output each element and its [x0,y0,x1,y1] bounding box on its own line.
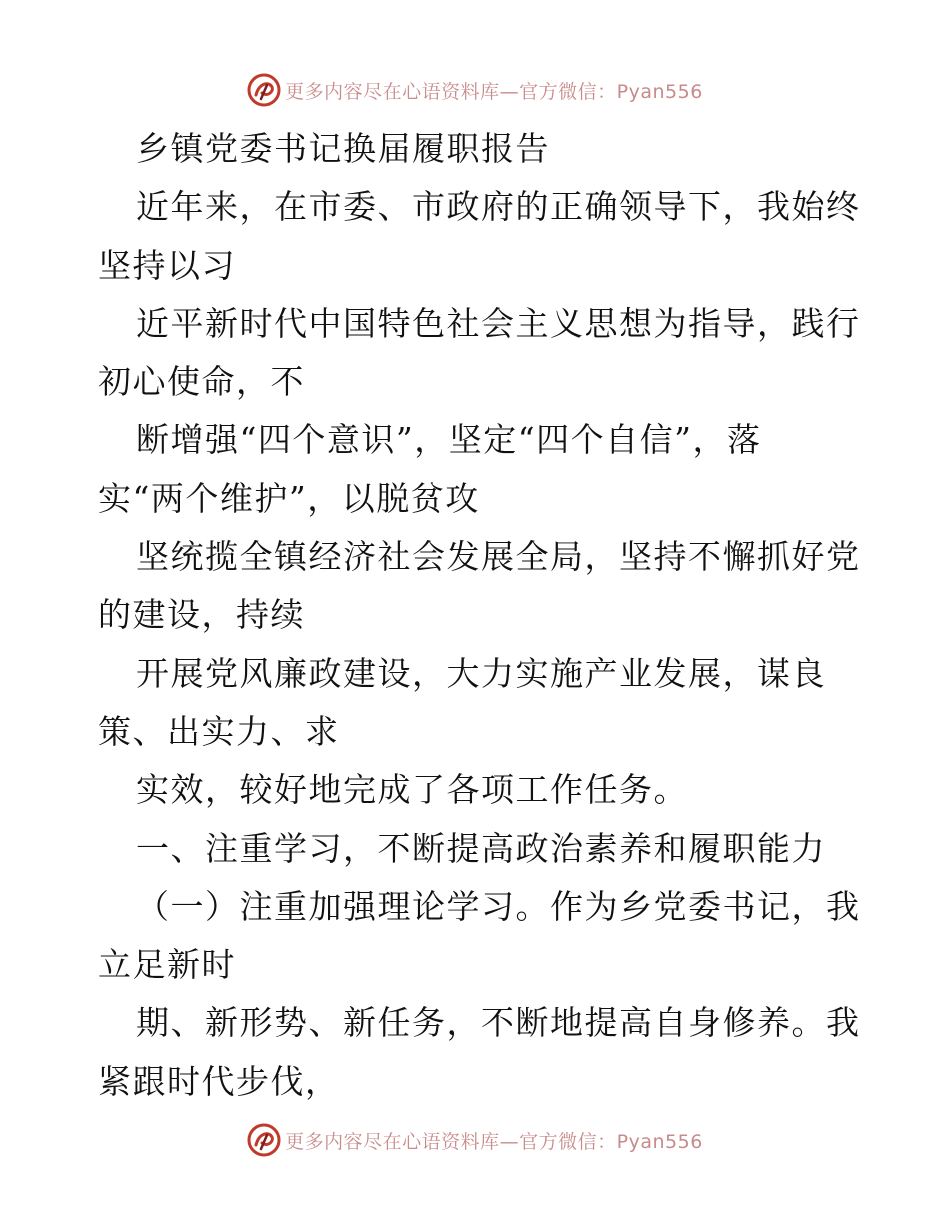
paragraph-line: 实“两个维护”，以脱贫攻 [98,478,480,518]
paragraph-line: 开展党风廉政建设，大力实施产业发展，谋良 [136,653,826,693]
paragraph-line: 坚持以习 [98,245,236,285]
subsection-line: （一）注重加强理论学习。作为乡党委书记，我 [136,886,861,926]
paragraph-line: 策、出实力、求 [98,711,340,751]
paragraph-line: 立足新时 [98,945,236,985]
paragraph-line: 的建设，持续 [98,595,305,635]
paragraph-line: 初心使命，不 [98,362,305,402]
watermark-header [0,70,950,110]
paragraph-line: 断增强“四个意识”，坚定“四个自信”，落 [136,420,762,460]
watermark-text: 更多内容尽在心语资料库—官方微信：Pyan556 [285,1130,703,1153]
document-body [98,120,861,1111]
document-title: 乡镇党委书记换届履职报告 [136,129,550,168]
section-heading: 一、注重学习，不断提高政治素养和履职能力 [136,828,826,868]
watermark-footer [0,1120,950,1160]
swirl-logo-icon [247,1123,281,1157]
paragraph-line: 坚统揽全镇经济社会发展全局，坚持不懈抓好党 [136,537,861,577]
paragraph-line: 近年来，在市委、市政府的正确领导下，我始终 [136,187,861,227]
swirl-logo-icon [247,73,281,107]
paragraph-line: 期、新形势、新任务，不断地提高自身修养。我 [136,1003,861,1043]
watermark-text: 更多内容尽在心语资料库—官方微信：Pyan556 [285,80,703,103]
paragraph-line: 紧跟时代步伐， [98,1061,340,1101]
paragraph-line: 实效，较好地完成了各项工作任务。 [136,770,688,810]
paragraph-line: 近平新时代中国特色社会主义思想为指导，践行 [136,303,861,343]
